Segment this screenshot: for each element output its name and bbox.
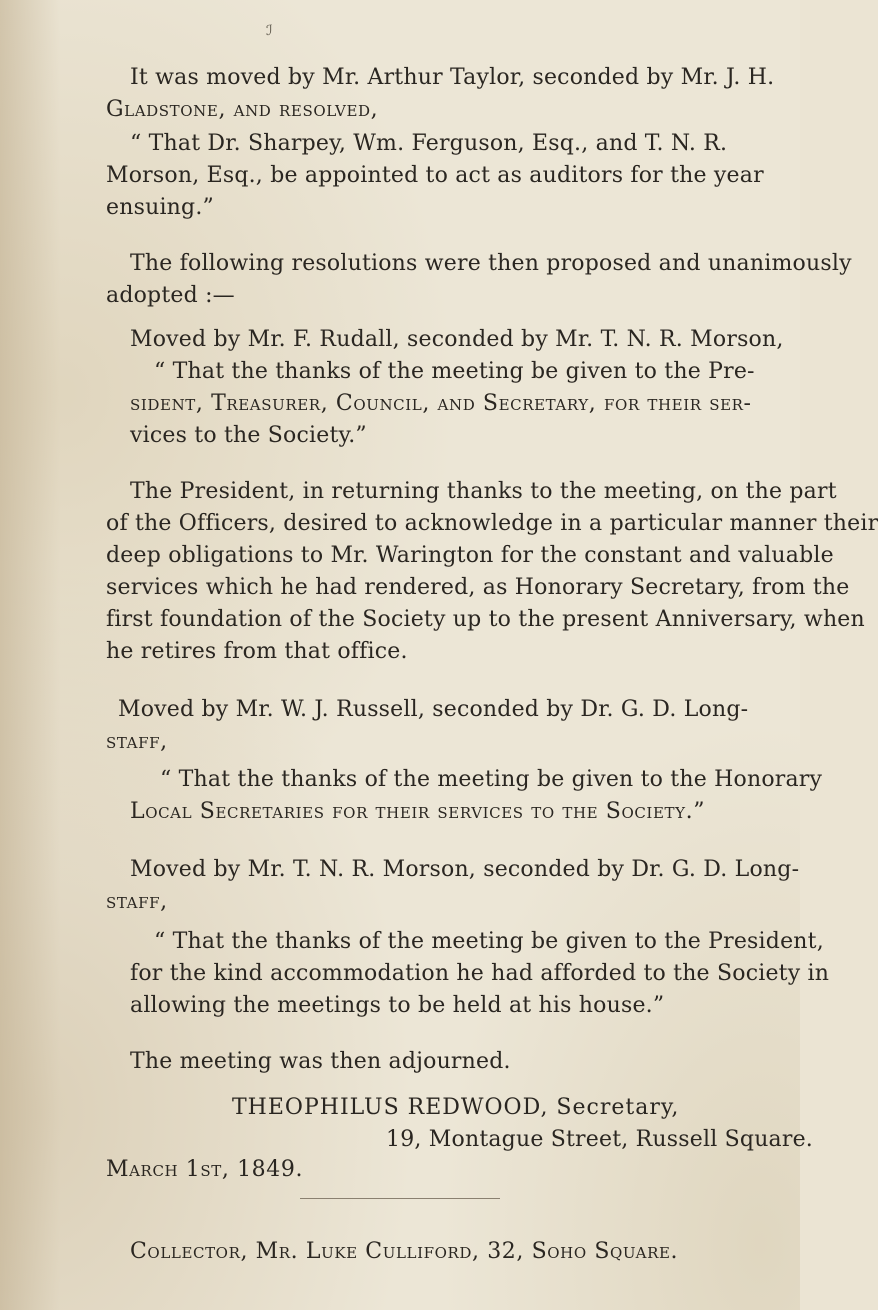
p6-line-4: for the kind accommodation he had afforded to the Society in xyxy=(130,961,830,986)
p5-line-4: Local Secretaries for their services to the Society.” xyxy=(130,799,706,824)
p1-line-5: ensuing.” xyxy=(106,195,214,220)
p1-line-1: It was moved by Mr. Arthur Taylor, seconded by Mr. J. H. xyxy=(130,65,775,90)
p1-line-2: Gladstone, and resolved, xyxy=(106,97,379,122)
ink-mark: ℐ xyxy=(266,23,273,39)
p6-line-3: “ That the thanks of the meeting be given to the President, xyxy=(154,929,824,954)
signature-address: 19, Montague Street, Russell Square. xyxy=(386,1127,814,1152)
p2-line-1: The following resolutions were then proposed and unanimously xyxy=(130,251,852,276)
p6-line-5: allowing the meetings to be held at his house.” xyxy=(130,993,665,1018)
p6-line-1: Moved by Mr. T. N. R. Morson, seconded by Dr. G. D. Long- xyxy=(130,857,800,882)
p6-line-2: staff, xyxy=(106,889,168,914)
p4-line-6: he retires from that office. xyxy=(106,639,408,664)
p3-line-1: Moved by Mr. F. Rudall, seconded by Mr. T. N. R. Morson, xyxy=(130,327,784,352)
p4-line-4: services which he had rendered, as Honorary Secretary, from the xyxy=(106,575,850,600)
p4-line-3: deep obligations to Mr. Warington for the constant and valuable xyxy=(106,543,834,568)
p3-line-4: vices to the Society.” xyxy=(130,423,367,448)
p1-line-3: “ That Dr. Sharpey, Wm. Ferguson, Esq., and T. N. R. xyxy=(130,131,728,156)
p4-line-5: first foundation of the Society up to the present Anniversary, when xyxy=(106,607,865,632)
p4-line-1: The President, in returning thanks to the meeting, on the part xyxy=(130,479,837,504)
p4-line-2: of the Officers, desired to acknowledge in a particular manner their xyxy=(106,511,878,536)
signature-name: THEOPHILUS REDWOOD, Secretary, xyxy=(232,1095,680,1120)
p1-line-4: Morson, Esq., be appointed to act as auditors for the year xyxy=(106,163,764,188)
p3-line-2: “ That the thanks of the meeting be given to the Pre- xyxy=(154,359,755,384)
p5-line-2: staff, xyxy=(106,729,168,754)
signature-date: March 1st, 1849. xyxy=(106,1157,304,1182)
p7-line-1: The meeting was then adjourned. xyxy=(130,1049,511,1074)
p5-line-1: Moved by Mr. W. J. Russell, seconded by Dr. G. D. Long- xyxy=(118,697,749,722)
collector-line: Collector, Mr. Luke Culliford, 32, Soho Square. xyxy=(130,1239,679,1264)
divider-rule xyxy=(300,1198,500,1199)
p3-line-3: sident, Treasurer, Council, and Secretary, for their ser- xyxy=(130,391,752,416)
p5-line-3: “ That the thanks of the meeting be given to the Honorary xyxy=(160,767,823,792)
p2-line-2: adopted :— xyxy=(106,283,235,308)
page-edge-shadow xyxy=(0,0,60,1310)
